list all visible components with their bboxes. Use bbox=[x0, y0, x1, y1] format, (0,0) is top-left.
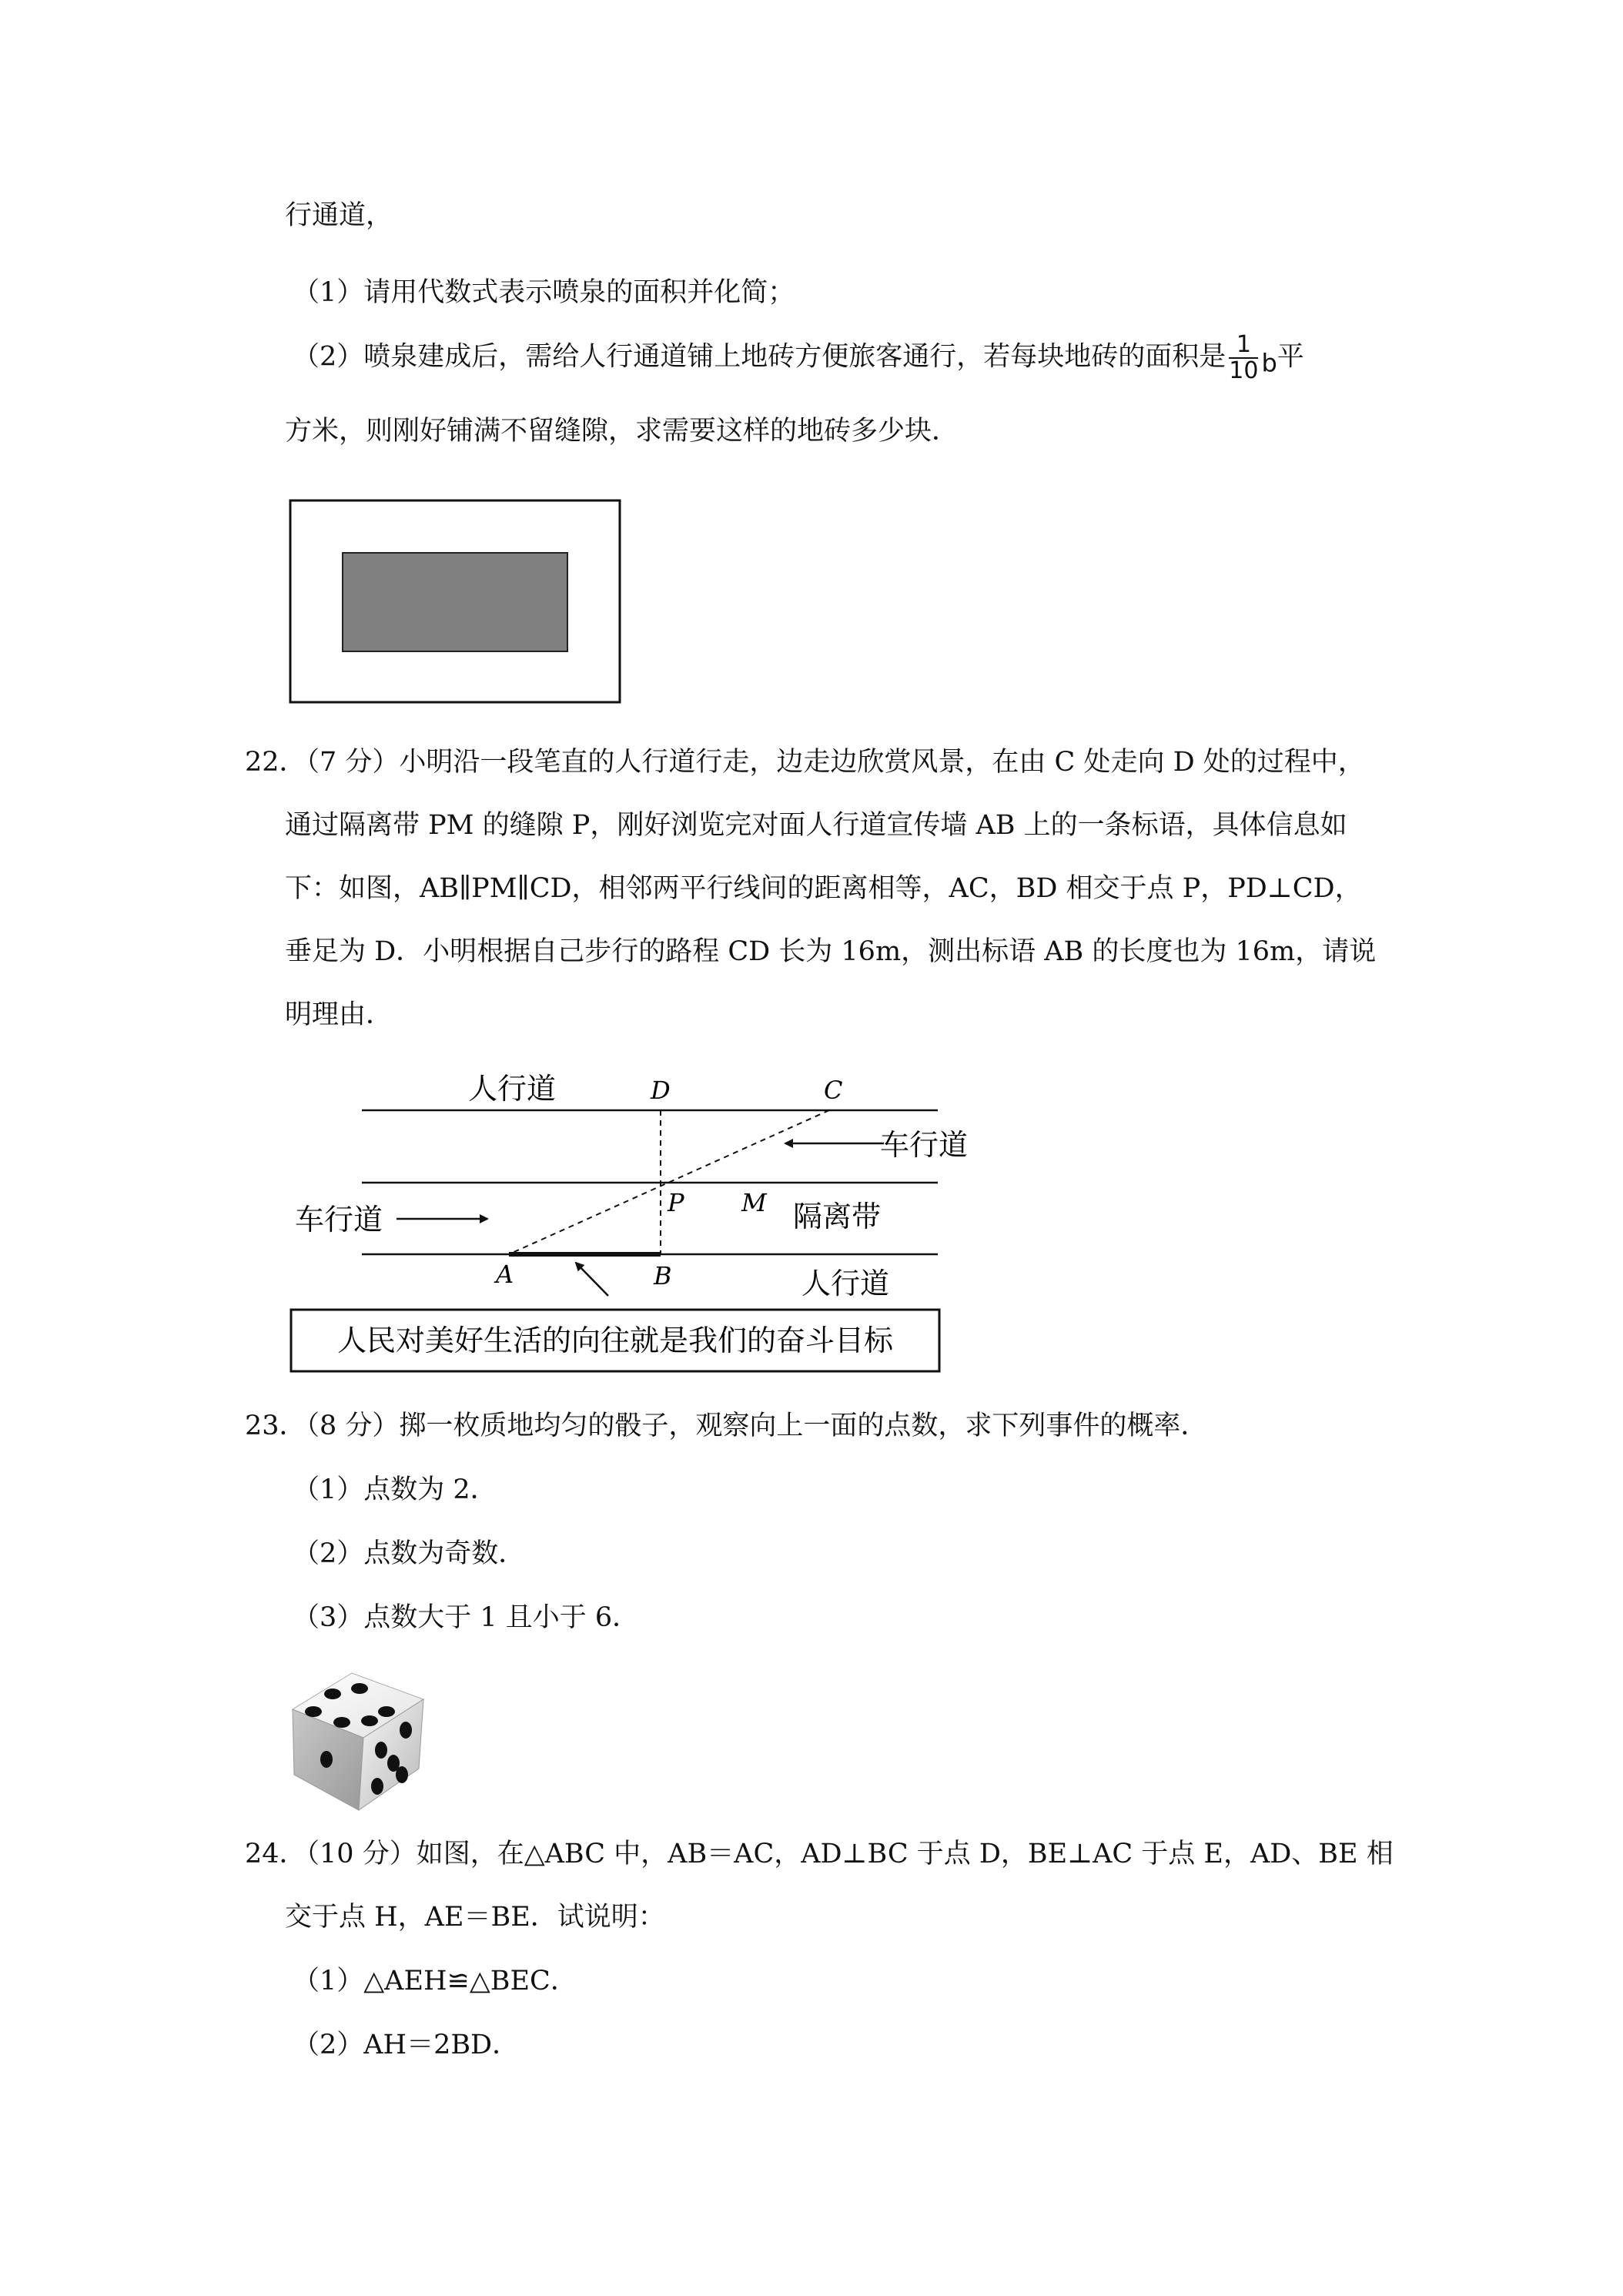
q21-part-2-text-a: （2）喷泉建成后，需给人行通道铺上地砖方便旅客通行，若每块地砖的面积是 bbox=[293, 341, 1226, 373]
fountain-figure bbox=[289, 499, 627, 707]
q24-part-1: （1）△AEH≌△BEC． bbox=[293, 1966, 577, 1996]
fraction-variable: b bbox=[1261, 348, 1277, 378]
label-median: 隔离带 bbox=[793, 1200, 882, 1233]
q23-part-1: （1）点数为 2． bbox=[293, 1474, 497, 1505]
point-B: B bbox=[654, 1261, 672, 1290]
q21-part-1: （1）请用代数式表示喷泉的面积并化简； bbox=[293, 277, 795, 308]
point-C: C bbox=[824, 1076, 843, 1105]
q22-line-3: 下：如图，AB∥PM∥CD，相邻两平行线间的距离相等，AC，BD 相交于点 P，PD⊥CD， bbox=[285, 873, 1362, 904]
q24-line-2: 交于点 H，AE＝BE．试说明： bbox=[285, 1902, 665, 1933]
fraction-denominator: 10 bbox=[1229, 357, 1259, 384]
fountain-area bbox=[343, 553, 567, 651]
q24-part-2: （2）AH＝2BD． bbox=[293, 2030, 520, 2060]
q22-line-5: 明理由． bbox=[285, 999, 393, 1030]
q21-part-2-cont: 方米，则刚好铺满不留缝隙，求需要这样的地砖多少块． bbox=[285, 416, 959, 447]
q24-line-1: 24．（10 分）如图，在△ABC 中，AB＝AC，AD⊥BC 于点 D，BE⊥AC 于点 E，AD、BE 相 bbox=[245, 1839, 1394, 1869]
dice-image bbox=[286, 1667, 431, 1813]
label-lane-right: 车行道 bbox=[880, 1128, 969, 1162]
point-A: A bbox=[496, 1260, 514, 1289]
point-D: D bbox=[651, 1076, 671, 1105]
q21-tail: 行通道， bbox=[285, 200, 393, 231]
q22-line-2: 通过隔离带 PM 的缝隙 P，刚好浏览完对面人行道宣传墙 AB 上的一条标语，具体信息如 bbox=[285, 810, 1347, 841]
slogan-text: 人民对美好生活的向往就是我们的奋斗目标 bbox=[336, 1324, 894, 1357]
q22-line-4: 垂足为 D．小明根据自己步行的路程 CD 长为 16m，测出标语 AB 的长度也为 16m，请说 bbox=[285, 936, 1377, 967]
label-sidewalk-top: 人行道 bbox=[468, 1072, 557, 1106]
label-sidewalk-bottom: 人行道 bbox=[801, 1267, 890, 1300]
q21-part-2 bbox=[293, 333, 1304, 383]
road-figure bbox=[285, 1059, 1009, 1382]
q22-line-1: 22．（7 分）小明沿一段笔直的人行道行走，边走边欣赏风景，在由 C 处走向 D 处的过程中， bbox=[245, 747, 1365, 778]
label-lane-left: 车行道 bbox=[295, 1203, 383, 1237]
point-P: P bbox=[668, 1188, 684, 1217]
fraction-one-tenth bbox=[1229, 333, 1258, 383]
q23-part-2: （2）点数为奇数． bbox=[293, 1538, 526, 1569]
point-M: M bbox=[741, 1188, 767, 1217]
fraction-numerator: 1 bbox=[1229, 333, 1258, 359]
arrow-to-wall bbox=[576, 1263, 608, 1296]
q23-part-3: （3）点数大于 1 且小于 6． bbox=[293, 1602, 640, 1633]
q23-line-1: 23．（8 分）掷一枚质地均匀的骰子，观察向上一面的点数，求下列事件的概率． bbox=[245, 1411, 1208, 1441]
q21-part-2-text-b: 平 bbox=[1277, 341, 1304, 373]
